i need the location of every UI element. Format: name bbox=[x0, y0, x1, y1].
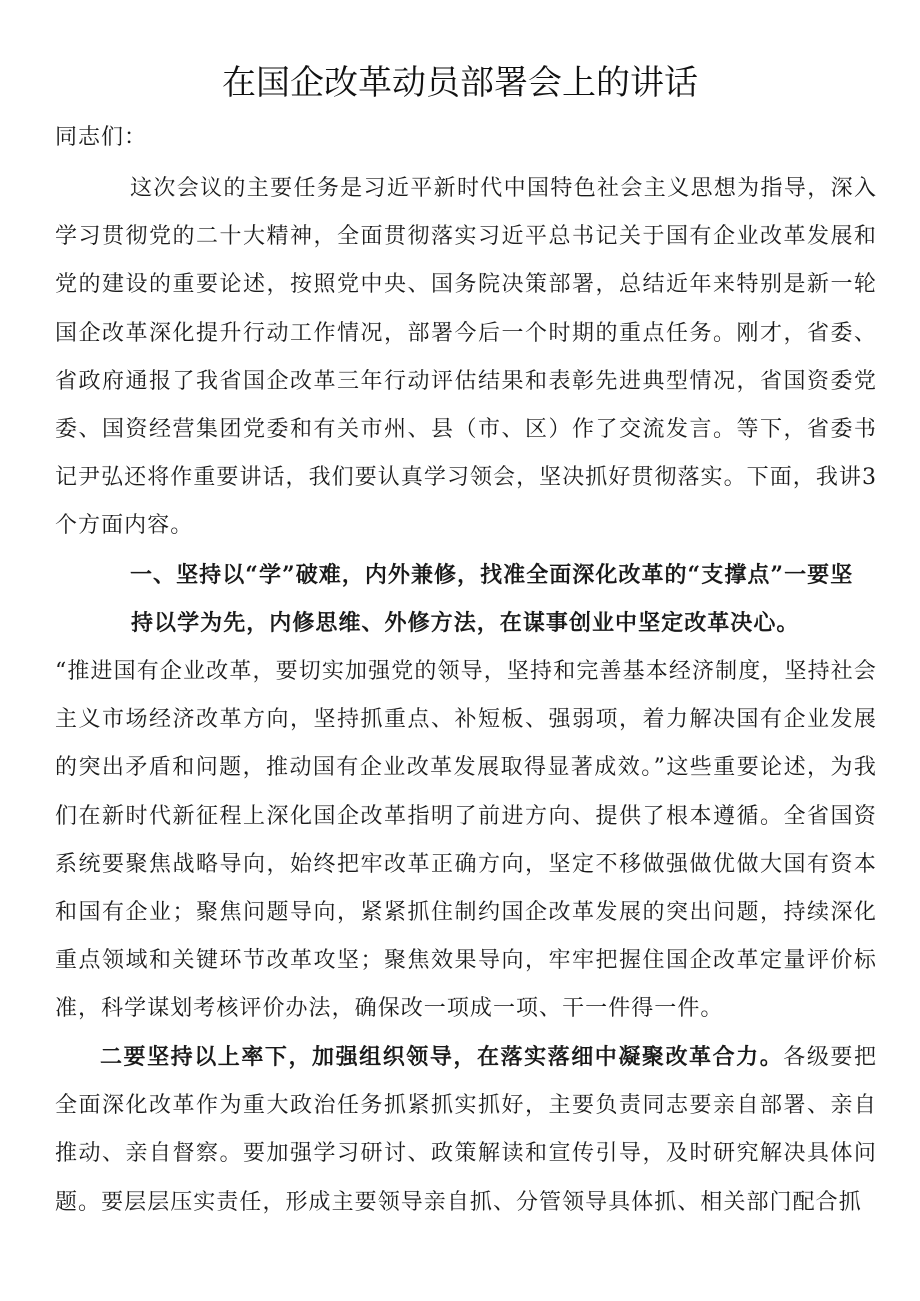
paragraph-section-1-body: “推进国有企业改革，要切实加强党的领导，坚持和完善基本经济制度，坚持社会主义市场经济改革方向，坚持抓重点、补短板、强弱项，着力解决国有企业发展的突出矛盾和问题，推动国有企业改革发展取得显著成效。”这些重要论述，为我们在新时代新征程上深化国企改革指明了前进方向、提供了根本遵循。全省国资系统要聚焦战略导向，始终把牢改革正确方向，坚定不移做强做优做大国有资本和国有企业；聚焦问题导向，紧紧抓住制约国企改革发展的突出问题，持续深化重点领域和关键环节改革攻坚；聚焦效果导向，牢牢把握住国企改革定量评价标准，科学谋划考核评价办法，确保改一项成一项、干一件得一件。 bbox=[55, 659, 877, 1022]
section-1-heading-line2: 持以学为先，内修思维、外修方法，在谋事创业中坚定改革决心。 bbox=[131, 610, 800, 637]
section-2-body: 各级要把全面深化改革作为重大政治任务抓紧抓实抓好，主要负责同志要亲自部署、亲自推动、亲自督察。要加强学习研讨、政策解读和宣传引导，及时研究解决具体问题。要层层压实责任，形成主要领导亲自抓、分管领导具体抓、相关部门配合抓 bbox=[55, 1045, 877, 1215]
section-2-lead: 二要坚持以上率下，加强组织领导，在落实落细中凝聚改革合力。 bbox=[100, 1044, 784, 1070]
salutation: 同志们： bbox=[55, 125, 148, 150]
paragraph-intro: 这次会议的主要任务是习近平新时代中国特色社会主义思想为指导，深入学习贯彻党的二十大精神，全面贯彻落实习近平总书记关于国有企业改革发展和党的建设的重要论述，按照党中央、国务院决策部署，总结近年来特别是新一轮国企改革深化提升行动工作情况，部署今后一个时期的重点任务。刚才，省委、省政府通报了我省国企改革三年行动评估结果和表彰先进典型情况，省国资委党委、国资经营集团党委和有关市州、县（市、区）作了交流发言。等下，省委书记尹弘还将作重要讲话，我们要认真学习领会，坚决抓好贯彻落实。下面，我讲3个方面内容。 bbox=[55, 176, 877, 539]
document-title: 在国企改革动员部署会上的讲话 bbox=[222, 63, 698, 103]
paragraph-section-2 bbox=[55, 1033, 877, 1227]
section-1-heading bbox=[55, 551, 877, 647]
section-1-heading-line1: 一、坚持以“学”破难，内外兼修，找准全面深化改革的“支撑点”一要坚 bbox=[130, 562, 854, 588]
